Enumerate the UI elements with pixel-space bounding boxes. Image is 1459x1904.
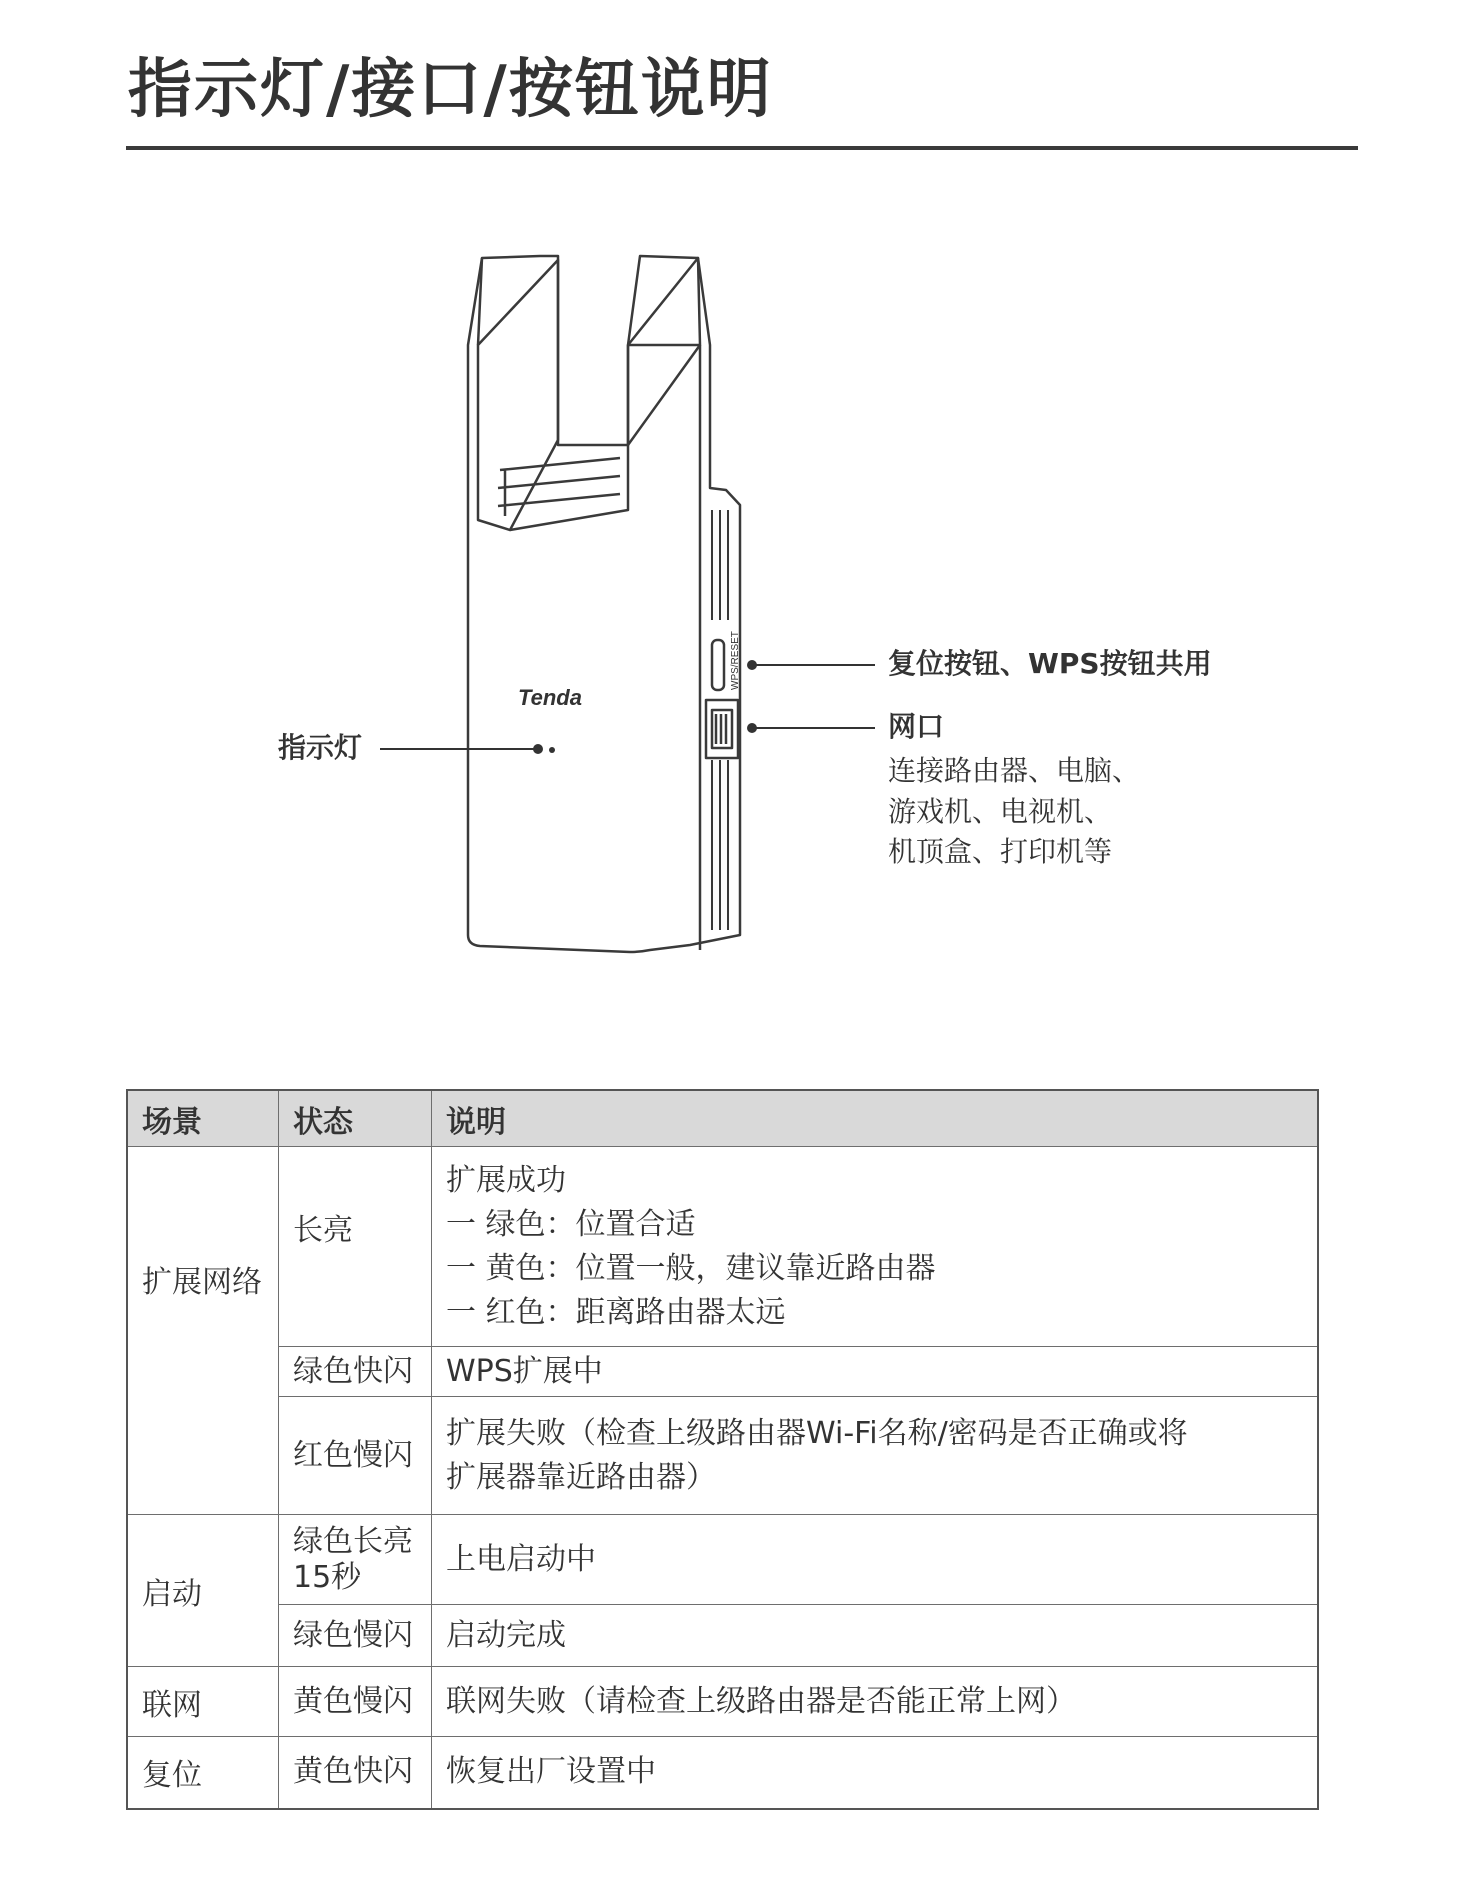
state-label: 黄色慢闪 bbox=[293, 1683, 413, 1719]
description-cell bbox=[432, 1737, 1319, 1809]
state-label: 15秒 bbox=[293, 1559, 362, 1595]
wps-reset-label: WPS/RESET bbox=[730, 631, 741, 690]
state-cell bbox=[279, 1397, 432, 1515]
state-label: 黄色快闪 bbox=[293, 1754, 413, 1790]
state-cell bbox=[279, 1737, 432, 1809]
description-line: 扩展器靠近路由器） bbox=[446, 1459, 716, 1495]
description-cell bbox=[432, 1605, 1319, 1667]
state-label: 长亮 bbox=[293, 1213, 353, 1248]
table-row bbox=[127, 1397, 1318, 1515]
state-label: 绿色长亮 bbox=[293, 1523, 413, 1559]
network-port-callout-title: 网口 bbox=[888, 710, 945, 743]
table-row bbox=[127, 1347, 1318, 1397]
reset-button bbox=[712, 640, 724, 690]
scene-label: 启动 bbox=[142, 1576, 202, 1612]
state-label: 绿色慢闪 bbox=[293, 1617, 413, 1653]
description-line: 启动完成 bbox=[446, 1617, 566, 1653]
state-cell bbox=[279, 1605, 432, 1667]
indicator-led bbox=[549, 747, 555, 753]
description-cell bbox=[432, 1515, 1319, 1605]
scene-label: 扩展网络 bbox=[142, 1265, 262, 1300]
state-cell bbox=[279, 1147, 432, 1347]
table-row bbox=[127, 1147, 1318, 1347]
table-header-row bbox=[127, 1090, 1318, 1147]
description-line: 扩展成功 bbox=[446, 1162, 566, 1198]
description-line: 恢复出厂设置中 bbox=[446, 1754, 656, 1790]
reset-wps-callout: 复位按钮、WPS按钮共用 bbox=[888, 647, 1212, 680]
indicator-legend-table bbox=[126, 1089, 1319, 1810]
state-label: 红色慢闪 bbox=[293, 1437, 413, 1473]
description-cell bbox=[432, 1347, 1319, 1397]
state-label: 绿色快闪 bbox=[293, 1353, 413, 1389]
network-port-desc-line: 游戏机、电视机、 bbox=[888, 794, 1113, 828]
network-port-desc-line: 机顶盒、打印机等 bbox=[888, 835, 1113, 869]
tenda-logo: Tenda bbox=[518, 685, 582, 710]
vent-slots bbox=[498, 458, 620, 516]
scene-cell bbox=[127, 1667, 279, 1737]
description-line: 一 红色：距离路由器太远 bbox=[446, 1294, 786, 1330]
left-antenna-inner bbox=[478, 260, 558, 530]
state-cell bbox=[279, 1347, 432, 1397]
scene-cell bbox=[127, 1737, 279, 1809]
header-description: 说明 bbox=[432, 1090, 1319, 1147]
description-cell bbox=[432, 1397, 1319, 1515]
description-cell bbox=[432, 1667, 1319, 1737]
header-scene: 场景 bbox=[127, 1090, 279, 1147]
description-cell bbox=[432, 1147, 1319, 1347]
network-port-desc-line: 连接路由器、电脑、 bbox=[888, 754, 1141, 787]
description-line: 一 绿色：位置合适 bbox=[446, 1206, 696, 1242]
scene-cell bbox=[127, 1147, 279, 1515]
description-line: 联网失败（请检查上级路由器是否能正常上网） bbox=[446, 1683, 1076, 1719]
header-state: 状态 bbox=[279, 1090, 432, 1147]
table-row bbox=[127, 1737, 1318, 1809]
scene-label: 复位 bbox=[142, 1758, 202, 1794]
table-row bbox=[127, 1667, 1318, 1737]
description-line: 上电启动中 bbox=[446, 1541, 596, 1577]
scene-label: 联网 bbox=[142, 1687, 202, 1723]
description-line: 扩展失败（检查上级路由器Wi-Fi名称/密码是否正确或将 bbox=[446, 1415, 1188, 1451]
description-line: 一 黄色：位置一般，建议靠近路由器 bbox=[446, 1250, 936, 1286]
page-title: 指示灯/接口/按钮说明 bbox=[128, 53, 773, 127]
state-cell bbox=[279, 1515, 432, 1605]
description-line: WPS扩展中 bbox=[446, 1353, 603, 1389]
state-cell bbox=[279, 1667, 432, 1737]
table-row bbox=[127, 1515, 1318, 1605]
table-row bbox=[127, 1605, 1318, 1667]
right-antenna-inner bbox=[628, 258, 700, 445]
network-port-callout-desc bbox=[888, 751, 1140, 873]
scene-cell bbox=[127, 1515, 279, 1667]
indicator-callout: 指示灯 bbox=[278, 731, 363, 764]
